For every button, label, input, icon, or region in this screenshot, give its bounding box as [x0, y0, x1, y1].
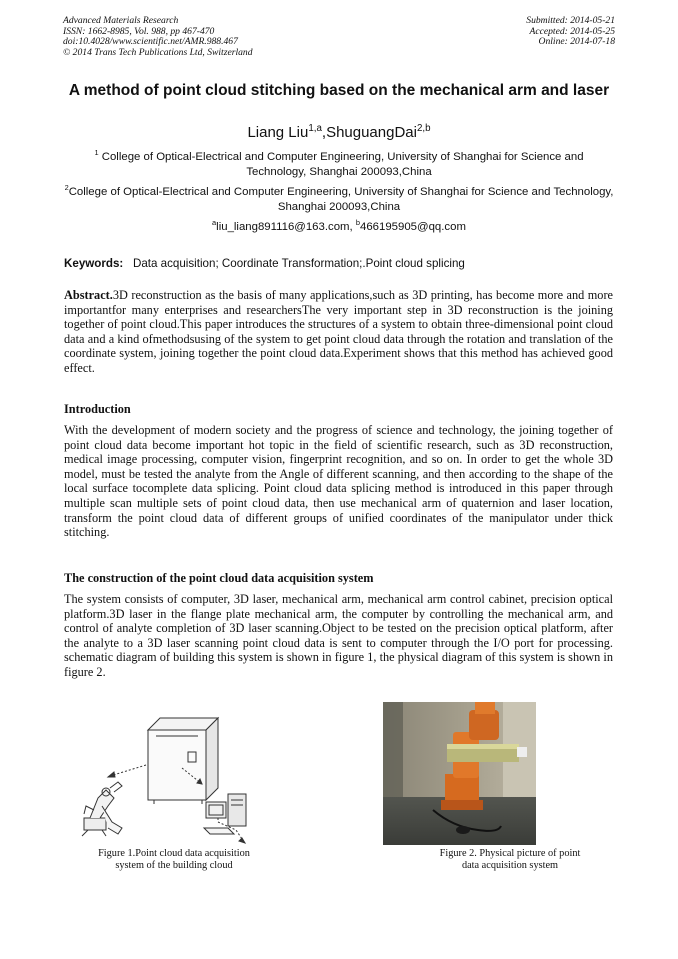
author-1: Liang Liu	[247, 124, 309, 141]
figure-2-photo	[383, 702, 536, 845]
figure-2-caption-line-1: Figure 2. Physical picture of point	[439, 848, 581, 859]
email-b-sup: b	[355, 218, 360, 228]
figure-1-diagram	[78, 710, 278, 845]
construction-text: The system consists of computer, 3D laser, mechanical arm, mechanical arm control cabinet, precision optical platform.3D laser in the flange plate mechanical arm, the computer by controlling the mechanical arm, and control of analyte completion of 3D laser scanning.Object to be tested on the precision optical platform, after the analyte to a 3D laser scanning point cloud data is sent to computer through the I/O port for processing. schematic diagram of building this system is shown in figure 1, the physical diagram of this system is shown in figure 2.	[64, 592, 613, 679]
figure-2-caption-line-2: data acquisition system	[461, 860, 559, 871]
figure-2-caption	[420, 848, 600, 872]
affiliation-2-text: College of Optical-Electrical and Computer Engineering, University of Shanghai for Science and Technology, Shanghai 200093,China	[68, 186, 614, 213]
abstract	[64, 288, 613, 376]
figure-1-svg	[78, 710, 278, 845]
paper-title: A method of point cloud stitching based on the mechanical arm and laser	[68, 82, 610, 99]
email-a: liu_liang891116@163.com,	[216, 221, 356, 233]
submitted-date: Submitted: 2014-05-21	[526, 15, 615, 26]
journal-name: Advanced Materials Research	[63, 15, 179, 26]
introduction-heading: Introduction	[64, 402, 131, 416]
email-a-sup: a	[212, 218, 217, 228]
affiliation-1-sup: 1	[94, 148, 99, 158]
abstract-label: Abstract.	[64, 288, 113, 302]
keywords	[64, 257, 465, 270]
author-list: Liang Liu$^{1,a}$,ShuguangDai$^{2,b}$	[247, 123, 431, 141]
control-cabinet-drawing	[148, 718, 218, 804]
affiliation-2	[64, 185, 614, 215]
affiliation-1	[64, 150, 614, 180]
figure-1-caption-line-1: Figure 1.Point cloud data acquisition	[98, 848, 250, 859]
construction-heading: The construction of the point cloud data acquisition system	[64, 571, 374, 585]
robot-arm-drawing	[82, 782, 122, 836]
figure-1-caption	[74, 848, 274, 872]
abstract-text: 3D reconstruction as the basis of many applications,such as 3D printing, has become more and more importantfor many enterprises and researchersThe very important step in 3D reconstruction is the joining together of point cloud.This paper introduces the structures of a system to obtain three-dimensional point cloud data and a kind ofmethodsusing of the system to get point cloud data through the rotation and translation of the coordinate system, joining together the point cloud data.Experiment shows that this method has achieved good effect.	[64, 288, 613, 375]
journal-header	[63, 16, 253, 58]
dates-header	[526, 16, 615, 48]
affiliation-2-sup: 2	[64, 183, 69, 193]
online-date: Online: 2014-07-18	[538, 36, 615, 48]
figure-1-caption-line-2: system of the building cloud	[115, 860, 233, 871]
keywords-label: Keywords:	[64, 257, 124, 270]
introduction-text: With the development of modern society and the progress of science and technology, the joining together of point cloud data become important hot topic in the field of scientific research, such as 3D reconstruction, medical image processing, computer vision, fingerprint recognition, and so on. In order to get the whole 3D model, must be tested the analyte from the Angle of different scanning, and then according to the shape of the local surface tocomplete data splicing. Point cloud data splicing method is introduced in this paper through multiple scan multiple sets of point cloud data, then use mechanical arm of quaternion and laser location, transform the point cloud data of different groups of unified coordinates of the manipulator under thick stitching.	[64, 423, 613, 540]
author-emails	[64, 218, 614, 233]
accepted-date: Accepted: 2014-05-25	[529, 25, 615, 37]
journal-copyright: © 2014 Trans Tech Publications Ltd, Switzerland	[63, 46, 253, 58]
author-2: ShuguangDai	[326, 124, 417, 141]
keywords-text: Data acquisition; Coordinate Transformation;.Point cloud splicing	[132, 257, 465, 270]
author-1-sup: 1,a	[308, 123, 322, 134]
affiliation-1-text: College of Optical-Electrical and Computer Engineering, University of Shanghai for Science and Technology, Shanghai 200093,China	[101, 151, 584, 178]
journal-issn: ISSN: 1662-8985, Vol. 988, pp 467-470	[63, 25, 215, 37]
author-2-sup: 2,b	[416, 123, 431, 134]
email-b: 466195905@qq.com	[360, 221, 466, 233]
figure-2-svg	[383, 702, 536, 845]
computer-drawing	[204, 794, 246, 843]
journal-doi: doi:10.4028/www.scientific.net/AMR.988.467	[63, 36, 238, 48]
